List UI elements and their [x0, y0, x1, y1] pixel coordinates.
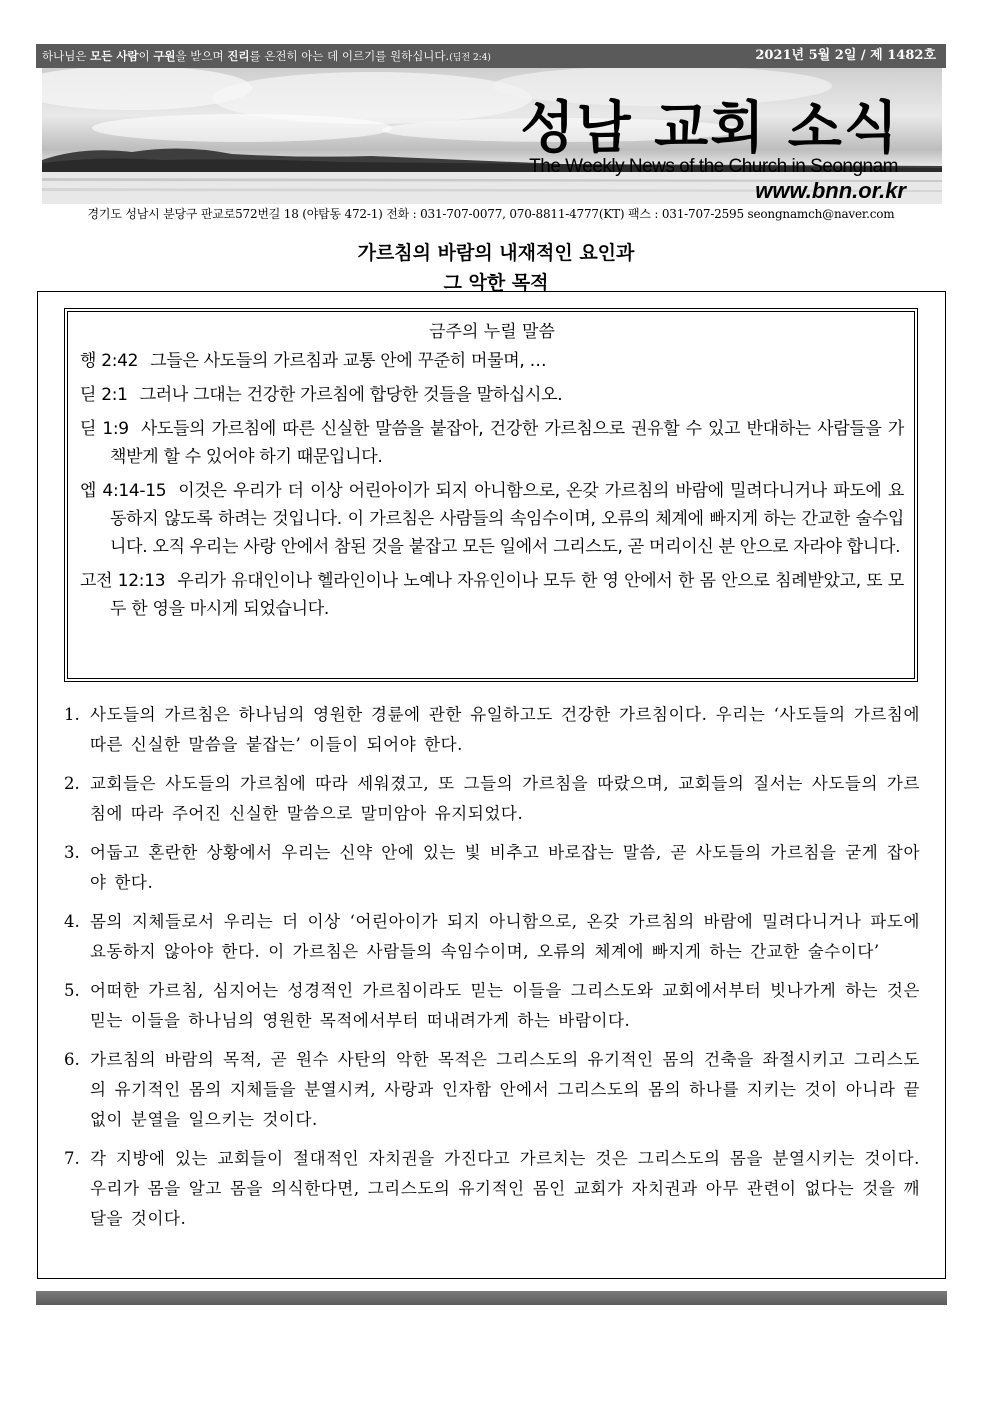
newsletter-title-korean: 성남 교회 소식	[520, 96, 900, 161]
point-text: 몸의 지체들로서 우리는 더 이상 ‘어린아이가 되지 아니함으로, 온갖 가르침의 바람에 밀려다니거나 파도에 요동하지 않아야 한다. 이 가르침은 사람들의 속임수이며, 오류의 체계에 빠지게 하는 간교한 술수이다’	[90, 912, 920, 961]
headline-line-1: 가르침의 바람의 내재적인 요인과	[357, 242, 635, 264]
outline-point	[64, 769, 920, 829]
motto-segment: 를 온전히 아는 데 이르기를 원하십니다.	[249, 49, 450, 63]
outline-point	[64, 907, 920, 967]
point-text: 가르침의 바람의 목적, 곧 원수 사탄의 악한 목적은 그리스도의 유기적인 몸의 건축을 좌절시키고 그리스도의 유기적인 몸의 지체들을 분열시켜, 사랑과 인자함 안에서 그리스도의 몸의 하나를 지키는 것이 아니라 끝없이 분열을 일으키는 것이다.	[90, 1050, 920, 1129]
outline-point	[64, 1045, 920, 1135]
outline-point	[64, 838, 920, 898]
point-text: 어둡고 혼란한 상황에서 우리는 신약 안에 있는 빛 비추고 바로잡는 말씀, 곧 사도들의 가르침을 굳게 잡아야 한다.	[90, 843, 920, 892]
verse-reference: 엡 4:14-15	[80, 481, 167, 501]
motto-text	[42, 49, 449, 63]
point-text: 교회들은 사도들의 가르침에 따라 세워졌고, 또 그들의 가르침을 따랐으며, 교회들의 질서는 사도들의 가르침에 따라 주어진 신실한 말씀으로 말미암아 유지되었다.	[90, 774, 920, 823]
headline-line-2: 그 악한 목적	[443, 272, 549, 294]
verse-reference: 행 2:42	[80, 351, 139, 371]
point-number: 4.	[64, 912, 80, 931]
outline-point	[64, 1144, 920, 1234]
point-number: 5.	[64, 981, 80, 1000]
header-top-bar	[36, 44, 946, 68]
verse-text: 우리가 유대인이나 헬라인이나 노예나 자유인이나 모두 한 영 안에서 한 몸 안으로 침례받았고, 또 모두 한 영을 마시게 되었습니다.	[110, 571, 905, 619]
verse-text: 이것은 우리가 더 이상 어린아이가 되지 아니함으로, 온갖 가르침의 바람에 밀려다니거나 파도에 요동하지 않도록 하려는 것입니다. 이 가르침은 사람들의 속임수이며, 오류의 체계에 빠지게 하는 간교한 술수입니다. 오직 우리는 사랑 안에서 참된 것을 붙잡고 모든 일에서 그리스도, 곧 머리이신 분 안으로 자라야 합니다.	[110, 481, 904, 557]
point-number: 3.	[64, 843, 80, 862]
motto-reference: (딤전 2:4)	[449, 53, 491, 63]
newsletter-title-english: The Weekly News of the Church in Seongnam	[529, 156, 898, 177]
verse-item	[80, 381, 904, 409]
verse-text: 그러나 그대는 건강한 가르침에 합당한 것들을 말하십시오.	[139, 385, 563, 405]
point-number: 6.	[64, 1050, 80, 1069]
verse-reference: 딛 1:9	[80, 419, 129, 439]
point-number: 7.	[64, 1149, 80, 1168]
footer-bar	[36, 1291, 947, 1305]
motto-emphasis: 모든 사람	[90, 49, 139, 63]
outline-point	[64, 700, 920, 760]
point-text: 사도들의 가르침은 하나님의 영원한 경륜에 관한 유일하고도 건강한 가르침이다. 우리는 ‘사도들의 가르침에 따른 신실한 말씀을 붙잡는’ 이들이 되어야 한다.	[90, 705, 920, 754]
outline-point	[64, 976, 920, 1036]
website-url[interactable]: www.bnn.or.kr	[755, 178, 906, 203]
motto-emphasis: 구원	[153, 49, 176, 63]
header-banner	[42, 68, 942, 204]
verse-text: 그들은 사도들의 가르침과 교통 안에 꾸준히 머물며, …	[150, 351, 547, 371]
point-text: 어떠한 가르침, 심지어는 성경적인 가르침이라도 믿는 이들을 그리스도와 교회에서부터 빗나가게 하는 것은 믿는 이들을 하나님의 영원한 목적에서부터 떠내려가게 하는 바람이다.	[90, 981, 920, 1030]
point-text: 각 지방에 있는 교회들이 절대적인 자치권을 가진다고 가르치는 것은 그리스도의 몸을 분열시키는 것이다. 우리가 몸을 알고 몸을 의식한다면, 그리스도의 유기적인 몸인 교회가 자치권과 아무 관련이 없다는 것을 깨달을 것이다.	[90, 1149, 920, 1228]
motto-segment: 하나님은	[42, 49, 91, 63]
church-address-contact: 경기도 성남시 분당구 판교로572번길 18 (야탑동 472-1) 전화 : 031-707-0077, 070-8811-4777(KT) 팩스 : 031-707-2595 seongnamch@naver.com	[87, 207, 895, 221]
issue-date-number: 2021년 5월 2일 / 제 1482호	[755, 48, 936, 63]
outline-points	[64, 700, 920, 1243]
point-number: 2.	[64, 774, 80, 793]
verse-item	[80, 347, 904, 375]
motto-segment: 을 받으며	[175, 49, 228, 63]
verses-title: 금주의 누릴 말씀	[429, 322, 555, 342]
verse-reference: 고전 12:13	[80, 571, 166, 591]
point-number: 1.	[64, 705, 80, 724]
motto-emphasis: 진리	[227, 49, 250, 63]
verse-item	[80, 415, 904, 471]
verse-text: 사도들의 가르침에 따른 신실한 말씀을 붙잡아, 건강한 가르침으로 권유할 수 있고 반대하는 사람들을 가책받게 할 수 있어야 하기 때문입니다.	[110, 419, 904, 467]
article-headline	[0, 238, 992, 298]
verse-item	[80, 477, 904, 561]
verse-item	[80, 567, 904, 623]
weekly-verses-box	[64, 308, 918, 682]
motto-segment: 이	[138, 49, 154, 63]
header-motto	[42, 44, 491, 70]
verse-reference: 딛 2:1	[80, 385, 128, 405]
